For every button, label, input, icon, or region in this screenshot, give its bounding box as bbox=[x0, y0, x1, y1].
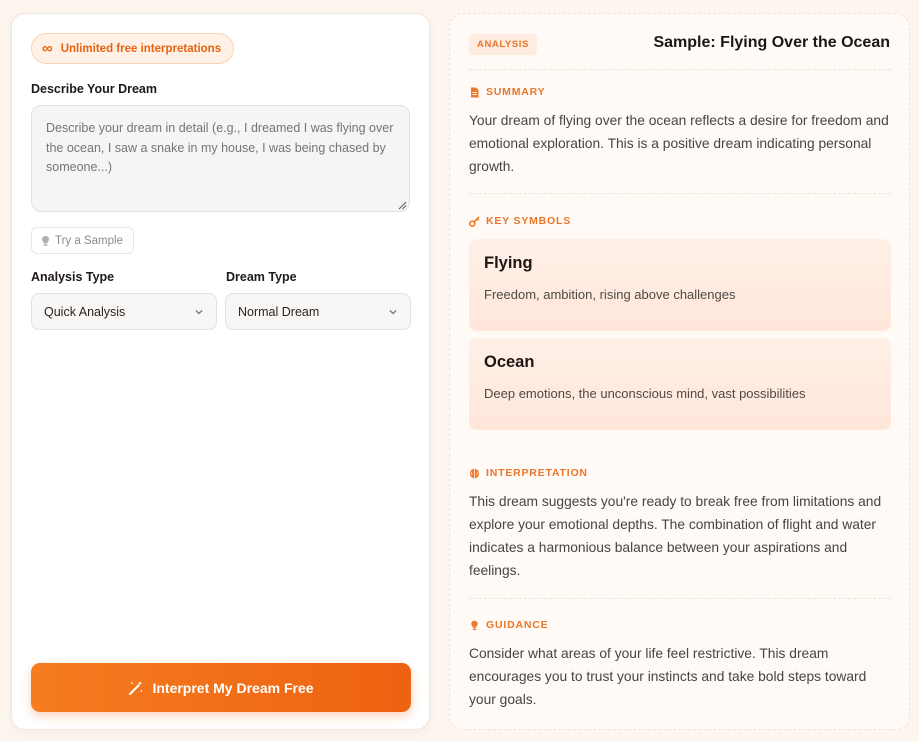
guidance-heading-label: GUIDANCE bbox=[486, 619, 549, 631]
dream-input-panel bbox=[11, 13, 430, 730]
symbol-card bbox=[469, 338, 891, 430]
header-divider bbox=[469, 69, 891, 70]
magic-wand-icon bbox=[128, 680, 144, 696]
interpretation-heading bbox=[469, 467, 588, 479]
dream-textarea[interactable] bbox=[31, 105, 410, 212]
lightbulb-icon bbox=[469, 620, 480, 631]
lightbulb-icon bbox=[40, 235, 51, 247]
interpret-button-label: Interpret My Dream Free bbox=[152, 679, 314, 696]
key-icon bbox=[469, 216, 480, 227]
analysis-tag: ANALYSIS bbox=[469, 34, 537, 55]
guidance-heading bbox=[469, 619, 548, 631]
dream-type-value: Normal Dream bbox=[238, 304, 320, 319]
key-symbols-heading bbox=[469, 215, 571, 227]
dream-type-label: Dream Type bbox=[226, 270, 297, 284]
guidance-text: Consider what areas of your life feel restrictive. This dream encourages you to trust your instincts and take bold steps toward your goals. bbox=[469, 646, 867, 707]
try-sample-button[interactable] bbox=[31, 227, 134, 254]
sample-title: Sample: Flying Over the Ocean bbox=[653, 34, 890, 51]
try-sample-label: Try a Sample bbox=[55, 234, 123, 247]
interpret-dream-button[interactable] bbox=[31, 663, 411, 712]
infinity-icon: ∞ bbox=[42, 40, 53, 57]
chevron-down-icon bbox=[194, 307, 204, 317]
chevron-down-icon bbox=[388, 307, 398, 317]
summary-heading bbox=[469, 86, 545, 98]
sample-analysis-panel bbox=[449, 13, 910, 730]
symbol-name: Ocean bbox=[484, 353, 535, 371]
dream-label: Describe Your Dream bbox=[31, 82, 157, 96]
analysis-type-select[interactable] bbox=[31, 293, 217, 330]
unlimited-badge bbox=[31, 33, 234, 64]
key-symbols-heading-label: KEY SYMBOLS bbox=[486, 215, 572, 227]
symbol-description: Deep emotions, the unconscious mind, vast possibilities bbox=[484, 386, 806, 401]
dream-type-select[interactable] bbox=[225, 293, 411, 330]
summary-text: Your dream of flying over the ocean reflects a desire for freedom and emotional exploration. This is a positive dream indicating personal growth. bbox=[469, 113, 889, 174]
symbol-name: Flying bbox=[484, 254, 533, 272]
badge-text: Unlimited free interpretations bbox=[60, 42, 222, 55]
resize-handle-icon[interactable] bbox=[397, 200, 407, 210]
interpretation-text: This dream suggests you're ready to break free from limitations and explore your emotional depths. The combination of flight and water indicates a harmonious balance between your aspirations and feelings. bbox=[469, 494, 882, 578]
analysis-type-value: Quick Analysis bbox=[44, 304, 126, 319]
interpretation-divider bbox=[469, 598, 891, 599]
interpretation-heading-label: INTERPRETATION bbox=[486, 467, 588, 479]
analysis-type-label: Analysis Type bbox=[31, 270, 115, 284]
brain-icon bbox=[469, 468, 480, 479]
summary-divider bbox=[469, 193, 891, 194]
document-icon bbox=[469, 87, 480, 98]
symbol-description: Freedom, ambition, rising above challenges bbox=[484, 287, 736, 302]
summary-heading-label: SUMMARY bbox=[486, 86, 546, 98]
symbol-card bbox=[469, 239, 891, 331]
